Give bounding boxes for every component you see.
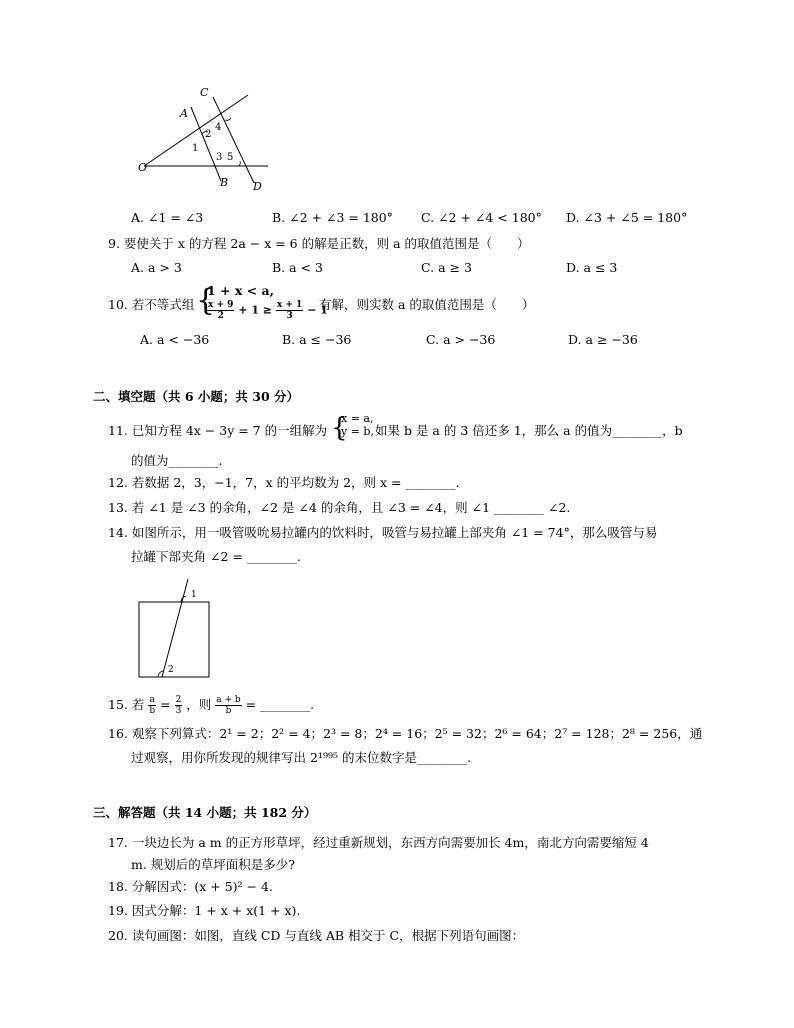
q11-line-b: 如果 b 是 a 的 3 倍还多 1，那么 a 的值为________，b [375,423,683,438]
q15-frac-1-den: b [149,706,156,716]
q10-option-a: A. a < −36 [140,332,210,347]
label-3: 3 [216,152,223,163]
label-1: 1 [192,143,199,154]
q15-frac-2-num: 2 [175,695,182,705]
q10-option-c: C. a > −36 [426,332,496,347]
q10-frac-b [276,300,303,321]
fig2-label-1: 1 [191,590,197,600]
q9-stem: 9. 要使关于 x 的方程 2a − x = 6 的解是正数，则 a 的取值范围是（ ） [108,236,530,251]
angle-arc-5 [239,161,240,166]
can-outline [139,602,209,677]
q11-sys-1: x = a, [341,412,374,425]
q17-line-a: 17. 一块边长为 a m 的正方形草坪，经过重新规划，东西方向需要加长 4m，南北方向需要缩短 4 [108,835,649,850]
q10-ineq-2 [207,300,328,321]
label-5: 5 [227,152,234,163]
label-4: 4 [215,122,222,133]
q8-option-b: B. ∠2 + ∠3 = 180° [272,210,393,225]
q9-option-c: C. a ≥ 3 [421,260,472,275]
q10-frac-b-num: x + 1 [276,300,303,310]
q15-eq: = [160,697,171,712]
q16-line-a: 16. 观察下列算式：2¹ = 2；2² = 4；2³ = 8；2⁴ = 16；2⁵ = 32；2⁶ = 64；2⁷ = 128；2⁸ = 256，通 [108,726,703,741]
q19: 19. 因式分解：1 + x + x(1 + x). [108,903,301,918]
q11-line-a: 11. 已知方程 4x − 3y = 7 的一组解为 [108,423,328,438]
q15-frac-3-num: a + b [216,695,241,705]
label-b: B [220,176,229,189]
q10-ineq-end: − 1 [307,303,328,317]
q10-brace: { [196,283,216,318]
line-cd [213,97,254,183]
q15 [108,695,314,716]
geometry-figure-lines [130,82,280,194]
q14-line-a: 14. 如图所示，用一吸管吸吮易拉罐内的饮料时，吸管与易拉罐上部夹角 ∠1 = 74°，那么吸管与易 [108,525,658,540]
q17-line-b: m. 规划后的草坪面积是多少? [131,857,296,872]
q15-frac-3 [215,695,241,716]
q15-end: = ________. [245,697,315,712]
q20: 20. 读句画图：如图，直线 CD 与直线 AB 相交于 C，根据下列语句画图： [108,928,525,943]
q15-frac-3-den: b [225,706,232,716]
q10-option-b: B. a ≤ −36 [282,332,352,347]
q11-line-c: 的值为________. [131,453,223,468]
q10-frac-a [207,300,234,321]
q15-prefix: 15. 若 [108,697,145,712]
fig2-label-2: 2 [168,665,174,675]
q16-line-b: 过观察，用你所发现的规律写出 2¹⁹⁹⁵ 的末位数字是________. [131,750,471,765]
q8-option-d: D. ∠3 + ∠5 = 180° [566,210,688,225]
section2-title: 二、填空题（共 6 小题；共 30 分） [93,389,300,404]
q10-prefix: 10. 若不等式组 [108,297,195,312]
q10-frac-b-den: 3 [286,311,293,321]
straw [162,579,188,677]
q11-sys-2: y = b, [341,425,374,438]
q15-frac-1-num: a [149,695,155,705]
q12: 12. 若数据 2，3，−1，7，x 的平均数为 2，则 x = ________. [108,475,460,490]
q9-option-a: A. a > 3 [131,260,182,275]
q15-frac-2 [175,695,183,716]
q10-frac-a-den: 2 [217,311,224,321]
q15-mid: ，则 [186,697,212,712]
q18: 18. 分解因式：(x + 5)² − 4. [108,879,273,894]
q9-option-b: B. a < 3 [272,260,323,275]
q8-option-c: C. ∠2 + ∠4 < 180° [421,210,542,225]
q14-line-b: 拉罐下部夹角 ∠2 = ________. [131,549,301,564]
geometry-figure-can-straw [130,575,220,685]
label-d: D [253,180,262,193]
section3-title: 三、解答题（共 14 小题；共 182 分） [93,805,317,820]
q9-option-d: D. a ≤ 3 [566,260,618,275]
q10-ineq-mid: + 1 ≥ [238,303,273,317]
q10-suffix: 有解，则实数 a 的取值范围是（ ） [319,297,535,312]
angle-arc-4 [225,118,231,120]
label-o: O [138,161,148,174]
q13: 13. 若 ∠1 是 ∠3 的余角，∠2 是 ∠4 的余角，且 ∠3 = ∠4，则 ∠1 ________ ∠2. [108,500,571,515]
label-c: C [200,86,209,99]
label-a: A [180,107,188,120]
q11-brace: { [331,413,348,443]
q8-option-a: A. ∠1 = ∠3 [131,210,204,225]
q10-frac-a-num: x + 9 [208,300,234,310]
q15-frac-2-den: 3 [175,706,182,716]
q15-frac-1 [148,695,156,716]
label-2: 2 [205,129,212,140]
q10-ineq-1: 1 + x < a, [207,283,274,298]
q10-option-d: D. a ≥ −36 [568,332,638,347]
